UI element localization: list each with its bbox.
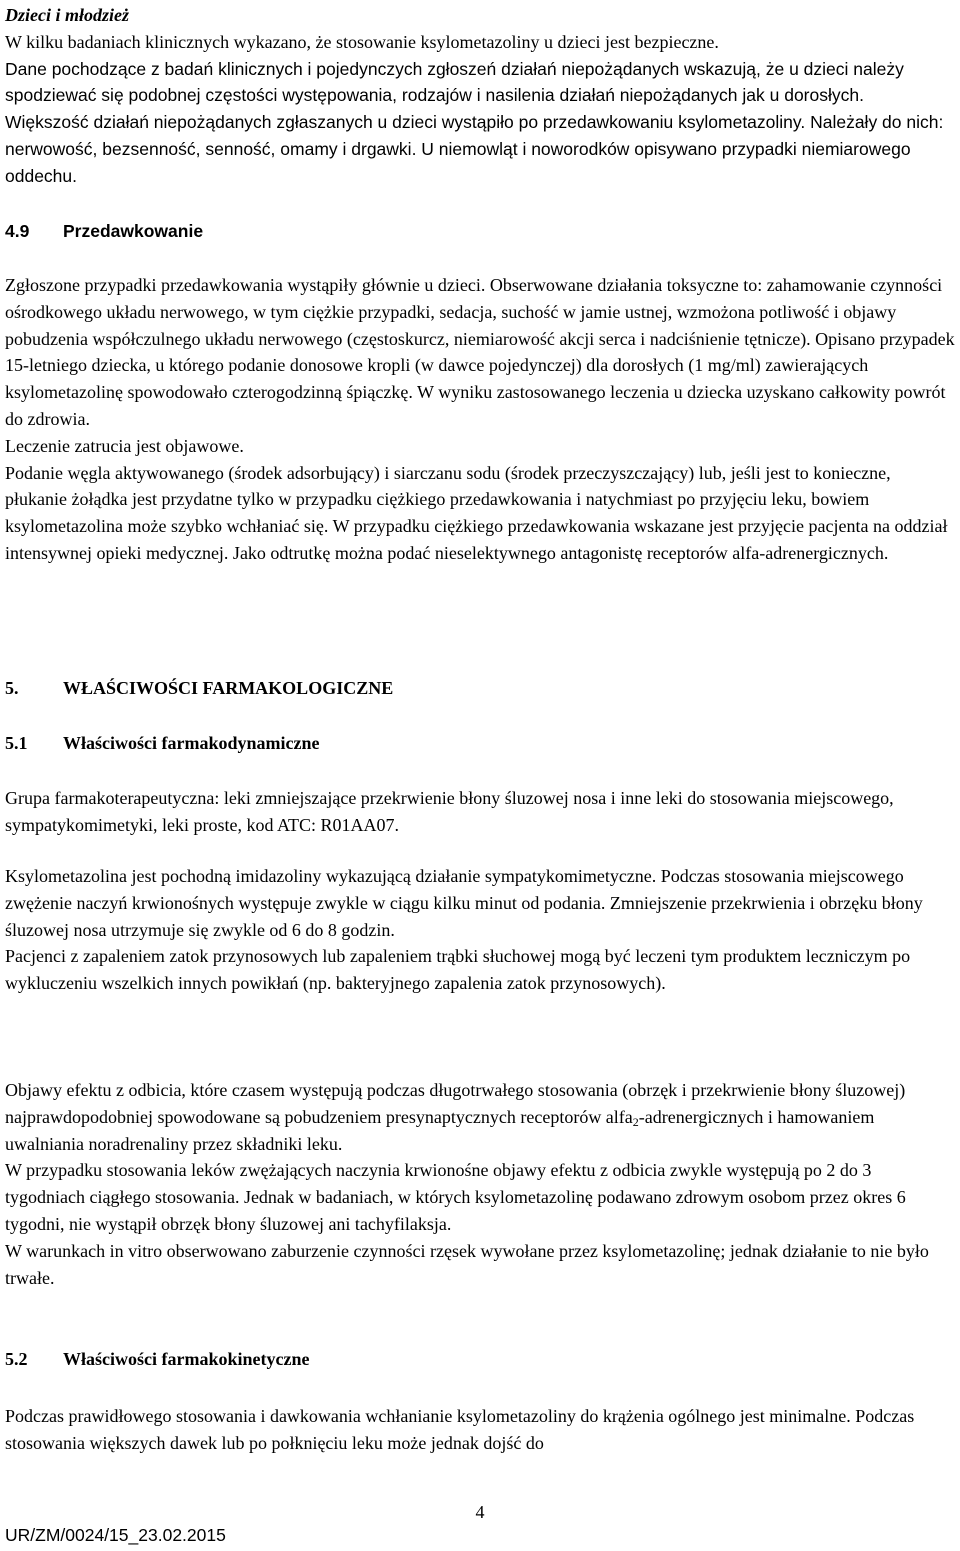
paragraph-children-overdose: Większość działań niepożądanych zgłaszanych u dzieci wystąpiło po przedawkowaniu ksylometazoliny. Należały do nich: nerwowość, bezsenność, senność, omamy i drgawki. U niemowląt i noworodków opisywano przypadki niemiarowego oddechu. xyxy=(5,112,944,186)
section-heading-pk xyxy=(5,1346,955,1373)
section-number: 5. xyxy=(5,678,19,698)
pharm-section xyxy=(5,675,955,702)
paragraph-pd-rebound xyxy=(5,1077,955,1157)
section-heading-pd xyxy=(5,730,955,757)
section-number: 5.1 xyxy=(5,733,28,753)
paragraph-pd-mechanism: Ksylometazolina jest pochodną imidazoliny wykazującą działanie sympatykomimetyczne. Podczas stosowania miejscowego zwężenie naczyń krwionośnych występuje zwykle w ciągu kilku minut od podania. Zmniejszenie przekrwienia i obrzęku błony śluzowej nosa utrzymuje się zwykle od 6 do 8 godzin. xyxy=(5,866,923,940)
paragraph-pd-group: Grupa farmakoterapeutyczna: leki zmniejszające przekrwienie błony śluzowej nosa i inne leki do stosowania miejscowego, sympatykomimetyki, leki proste, kod ATC: R01AA07. xyxy=(5,788,894,835)
overdose-body xyxy=(5,272,955,567)
children-section xyxy=(5,2,955,190)
page-number: 4 xyxy=(475,1502,485,1522)
paragraph-pd-invitro: W warunkach in vitro obserwowano zaburzenie czynności rzęsek wywołane przez ksylometazolinę; jednak działanie to nie było trwałe. xyxy=(5,1240,929,1288)
paragraph-pd-patients: Pacjenci z zapaleniem zatok przynosowych lub zapaleniem trąbki słuchowej mogą być leczeni tym produktem leczniczym po wykluczeniu wszelkich innych powikłań (np. bakteryjnego zapalenia zatok przynosowych). xyxy=(5,946,911,994)
document-code: UR/ZM/0024/15_23.02.2015 xyxy=(5,1525,226,1545)
pd-body-2 xyxy=(5,863,955,997)
paragraph-pk-absorption: Podczas prawidłowego stosowania i dawkowania wchłanianie ksylometazoliny do krążenia ogólnego jest minimalne. Podczas stosowania większych dawek lub po połknięciu leku może jednak dojść do xyxy=(5,1406,915,1453)
rebound-text-end: -adrenergicznych i hamowaniem uwalniania noradrenaliny przez składniki leku. xyxy=(5,1106,875,1154)
section-title-children: Dzieci i młodzież xyxy=(5,5,129,25)
pd-body-1 xyxy=(5,785,955,839)
overdose-intro: Zgłoszone przypadki przedawkowania wystąpiły głównie u dzieci. xyxy=(5,275,486,295)
section-title: WŁAŚCIWOŚCI FARMAKOLOGICZNE xyxy=(63,678,394,698)
pk-body xyxy=(5,1403,955,1457)
overdose-section xyxy=(5,218,955,245)
pd-body-3 xyxy=(5,1077,955,1291)
paragraph-pd-tachyphylaxis: W przypadku stosowania leków zwężających naczynia krwionośne objawy efektu z odbicia zwykle występują po 2 do 3 tygodniach ciągłego stosowania. Jednak w badaniach, w których ksylometazolinę podawano zdrowym osobom przez okres 6 tygodni, nie wystąpił obrzęk błony śluzowej ani tachyfilaksja. xyxy=(5,1160,906,1234)
paragraph-children-safety: W kilku badaniach klinicznych wykazano, że stosowanie ksylometazoliny u dzieci jest bezpieczne. xyxy=(5,31,719,52)
section-number: 4.9 xyxy=(5,221,30,241)
pk-section xyxy=(5,1346,955,1373)
paragraph-overdose-1 xyxy=(5,272,955,433)
section-number: 5.2 xyxy=(5,1349,28,1369)
section-heading-pharm xyxy=(5,675,955,702)
paragraph-overdose-2: Leczenie zatrucia jest objawowe. xyxy=(5,435,244,456)
paragraph-overdose-3: Podanie węgla aktywowanego (środek adsorbujący) i siarczanu sodu (środek przeczyszczający) lub, jeśli jest to konieczne, płukanie żołądka jest przydatne tylko w przypadku ciężkiego przedawkowania i natychmiast po przyjęciu leku, bowiem ksylometazolina może szybko wchłaniać się. W przypadku ciężkiego przedawkowania wskazane jest przyjęcie pacjenta na oddział intensywnej opieki medycznej. Jako odtrutkę można podać nieselektywnego antagonistę receptorów alfa-adrenergicznych. xyxy=(5,462,948,563)
rebound-text: Objawy efektu z odbicia, które czasem występują podczas długotrwałego stosowania (obrzęk i przekrwienie błony śluzowej) najprawdopodobniej spowodowane są pobudzeniem presynaptycznych receptorów alfa xyxy=(5,1080,906,1127)
paragraph-children-adverse: Dane pochodzące z badań klinicznych i pojedynczych zgłoszeń działań niepożądanych wskazują, że u dzieci należy spodziewać się podobnej częstości występowania, rodzajów i nasilenia działań niepożądanych jak u dorosłych. xyxy=(5,58,904,106)
overdose-toxic-effects: Obserwowane działania toksyczne to: zahamowanie czynności ośrodkowego układu nerwowego, w tym ciężkie przypadki, sedacja, suchość w jamie ustnej, wzmożona potliwość i objawy pobudzenia współczulnego układu nerwowego (częstoskurcz, niemiarowość akcji serca i nadciśnienie tętnicze). Opisano przypadek 15-letniego dziecka, u którego podanie donosowe kropli (w dawce pojedynczej) dla dorosłych (1 mg/ml) zawierających ksylometazolinę spowodowało czterogodzinną śpiączkę. W wyniku zastosowanego leczenia u dziecka uzyskano całkowity powrót do zdrowia. xyxy=(5,275,955,429)
subscript: 2 xyxy=(632,1114,639,1129)
section-title: Właściwości farmakokinetyczne xyxy=(63,1349,310,1369)
section-heading-overdose xyxy=(5,218,955,245)
section-title: Właściwości farmakodynamiczne xyxy=(63,733,320,753)
section-title: Przedawkowanie xyxy=(63,221,204,241)
pd-section xyxy=(5,730,955,757)
